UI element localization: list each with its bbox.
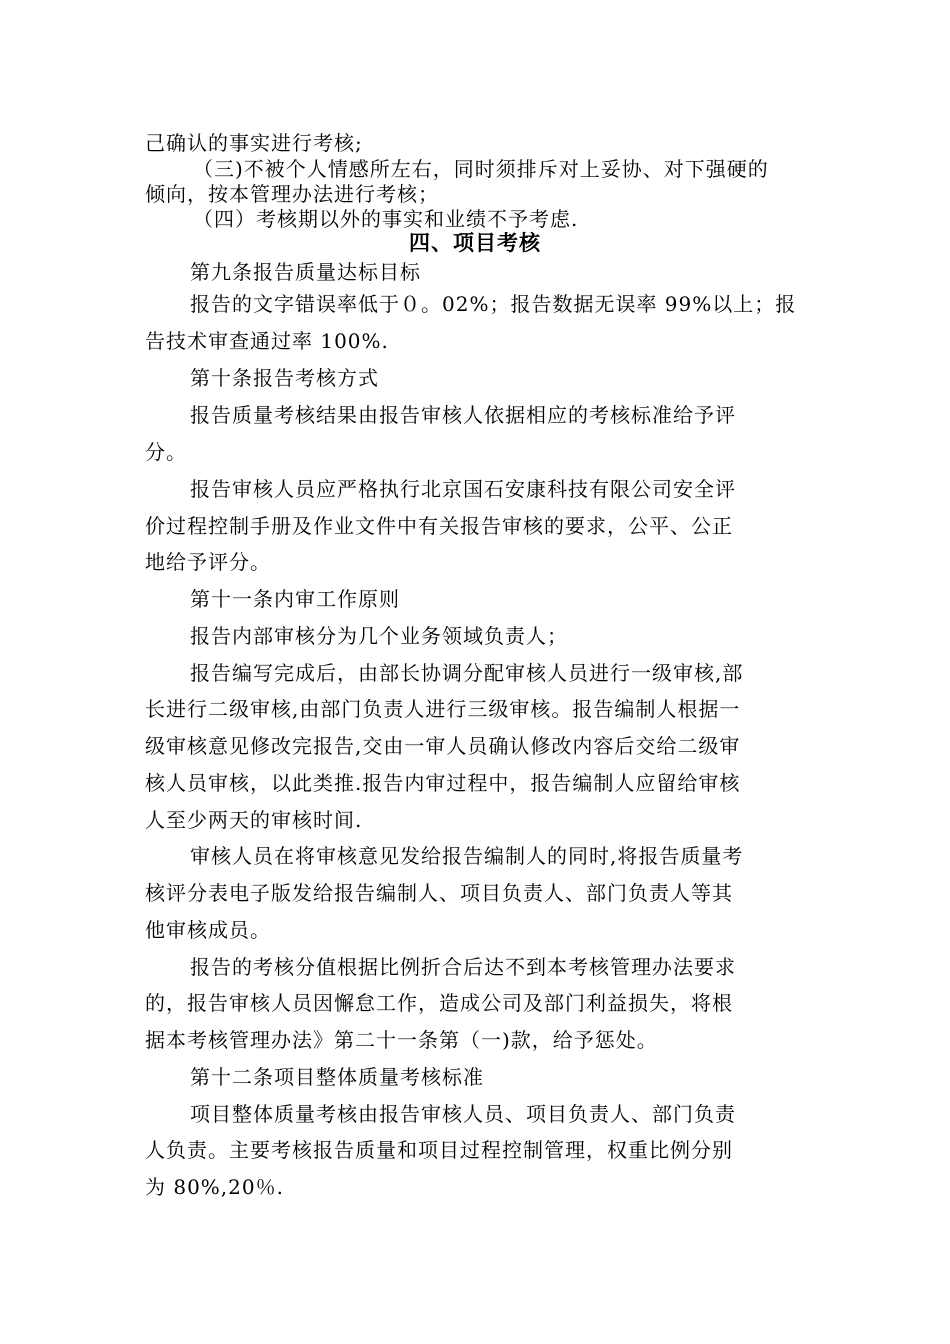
article-title: 第十一条内审工作原则 bbox=[190, 587, 400, 611]
paragraph-line: 审核人员在将审核意见发给报告编制人的同时,将报告质量考 bbox=[190, 844, 744, 868]
article-title: 第十条报告考核方式 bbox=[190, 366, 379, 390]
paragraph-line: 人至少两天的审核时间. bbox=[145, 808, 363, 832]
paragraph-line: 地给予评分。 bbox=[145, 550, 271, 574]
article-title: 第九条报告质量达标目标 bbox=[190, 260, 421, 284]
paragraph-line: 长进行二级审核,由部门负责人进行三级审核。报告编制人根据一 bbox=[145, 697, 741, 721]
text-line: 倾向，按本管理办法进行考核； bbox=[145, 182, 439, 206]
paragraph-line: 报告编写完成后，由部长协调分配审核人员进行一级审核,部 bbox=[190, 661, 744, 685]
paragraph-line: 的，报告审核人员因懈怠工作，造成公司及部门利益损失，将根 bbox=[145, 991, 733, 1015]
text-line: （三)不被个人情感所左右，同时须排斥对上妥协、对下强硬的 bbox=[193, 157, 769, 181]
paragraph-line: 核人员审核，以此类推.报告内审过程中，报告编制人应留给审核 bbox=[145, 771, 741, 795]
paragraph-line: 据本考核管理办法》第二十一条第（一)款，给予惩处。 bbox=[145, 1028, 658, 1052]
text-line: 己确认的事实进行考核; bbox=[145, 131, 363, 155]
paragraph-line: 报告的文字错误率低于０。02%；报告数据无误率 99%以上；报 bbox=[190, 292, 797, 316]
text-line: （四）考核期以外的事实和业绩不予考虑. bbox=[193, 207, 579, 231]
paragraph-line: 为 80%,20％. bbox=[145, 1175, 284, 1199]
paragraph-line: 报告质量考核结果由报告审核人依据相应的考核标准给予评 bbox=[190, 403, 736, 427]
paragraph-line: 核评分表电子版发给报告编制人、项目负责人、部门负责人等其 bbox=[145, 881, 733, 905]
paragraph-line: 报告的考核分值根据比例折合后达不到本考核管理办法要求 bbox=[190, 955, 736, 979]
article-title: 第十二条项目整体质量考核标准 bbox=[190, 1065, 484, 1089]
paragraph-line: 告技术审查通过率 100%. bbox=[145, 329, 389, 353]
paragraph-line: 项目整体质量考核由报告审核人员、项目负责人、部门负责 bbox=[190, 1102, 736, 1126]
paragraph-line: 人负责。主要考核报告质量和项目过程控制管理，权重比例分别 bbox=[145, 1138, 733, 1162]
paragraph-line: 分。 bbox=[145, 440, 187, 464]
paragraph-line: 级审核意见修改完报告,交由一审人员确认修改内容后交给二级审 bbox=[145, 734, 741, 758]
paragraph-line: 价过程控制手册及作业文件中有关报告审核的要求，公平、公正 bbox=[145, 514, 733, 538]
paragraph-line: 报告内部审核分为几个业务领域负责人； bbox=[190, 624, 568, 648]
paragraph-line: 他审核成员。 bbox=[145, 918, 271, 942]
paragraph-line: 报告审核人员应严格执行北京国石安康科技有限公司安全评 bbox=[190, 477, 736, 501]
section-heading: 四、项目考核 bbox=[409, 231, 541, 255]
